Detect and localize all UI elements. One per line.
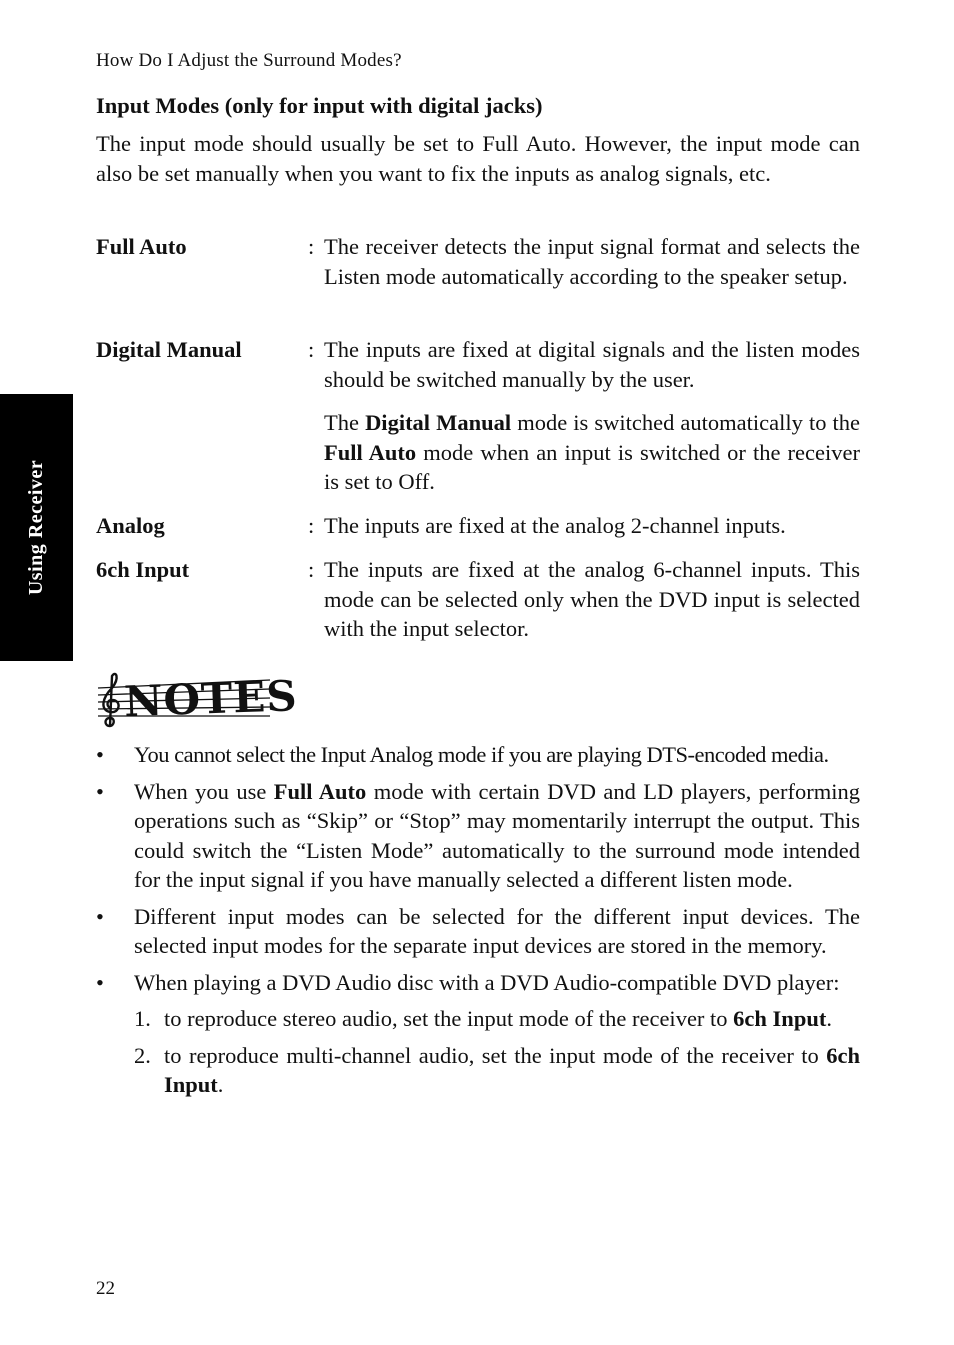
note-text: The: [324, 410, 366, 435]
colon: :: [308, 557, 315, 582]
definition-text: The inputs are fixed at the analog 6-channel inputs. This mode can be selected only when the DVD input is selected with the input selector.: [324, 557, 860, 641]
numbered-item-end: .: [826, 1006, 832, 1031]
notes-heading-logo: [96, 668, 299, 730]
definition-text: The receiver detects the input signal format and selects the Listen mode automatically according to the speaker setup.: [324, 234, 860, 289]
numbered-item: [96, 1004, 860, 1034]
bullet-icon: •: [96, 778, 104, 804]
item-number: 1.: [134, 1006, 151, 1031]
side-tab: [0, 394, 73, 661]
term-full-auto: Full Auto: [96, 234, 187, 259]
page-number: 22: [96, 1278, 115, 1299]
section-title: Input Modes (only for input with digital jacks): [96, 93, 543, 118]
digital-manual-note: [324, 408, 860, 497]
note-bold-term: Full Auto: [324, 439, 417, 465]
item-number: 2.: [134, 1042, 151, 1068]
term-analog: Analog: [96, 513, 165, 538]
numbered-item-text: to reproduce stereo audio, set the input mode of the receiver to: [164, 1006, 734, 1031]
numbered-item-end: .: [217, 1072, 224, 1097]
colon: :: [308, 513, 315, 538]
colon: :: [308, 337, 315, 362]
numbered-item: [96, 1041, 860, 1100]
running-header: How Do I Adjust the Surround Modes?: [96, 50, 402, 71]
note-item-text: When playing a DVD Audio disc with a DVD Audio-compatible DVD player:: [134, 969, 840, 995]
note-item-bold: Full Auto: [273, 778, 367, 804]
definition-text: The inputs are fixed at digital signals and the listen modes should be switched manually by the user.: [324, 337, 860, 392]
definition-full-auto: [308, 232, 860, 291]
notes-list: [96, 740, 860, 1107]
bullet-icon: •: [96, 742, 104, 767]
intro-paragraph: The input mode should usually be set to Full Auto. However, the input mode can also be set manually when you want to fix the inputs as analog signals, etc.: [96, 131, 860, 186]
definition-text: The inputs are fixed at the analog 2-channel inputs.: [324, 513, 786, 538]
bullet-icon: •: [96, 969, 104, 995]
note-bold-term: Digital Manual: [365, 410, 512, 435]
definition-analog: [308, 511, 860, 541]
note-item-text: mode with certain DVD and LD players, performing operations such as “Skip” or “Stop” may momentarily interrupt the output. This could switch the “Listen Mode” automatically to the surround mode intended for the input signal if you have manually selected a different listen mode.: [134, 778, 860, 892]
definition-6ch-input: [308, 555, 860, 644]
note-item: [96, 740, 860, 770]
numbered-item-bold: 6ch Input: [164, 1042, 860, 1097]
bullet-icon: •: [96, 903, 104, 929]
colon: :: [308, 234, 315, 259]
note-item: [96, 902, 860, 961]
numbered-item-text: to reproduce multi-channel audio, set the input mode of the receiver to: [164, 1042, 827, 1068]
note-text: mode is switched automatically to the: [511, 410, 861, 435]
note-item: [96, 777, 860, 895]
notes-heading-text: NOTES: [123, 671, 299, 727]
term-digital-manual: Digital Manual: [96, 337, 242, 362]
note-item-text: Different input modes can be selected for the different input devices. The selected input modes for the separate input devices are stored in the memory.: [134, 903, 860, 958]
numbered-item-bold: 6ch Input: [733, 1006, 827, 1031]
definition-digital-manual: [308, 335, 860, 394]
note-text: mode when an input is switched or the receiver is set to Off.: [324, 439, 860, 494]
note-item-text: You cannot select the Input Analog mode if you are playing DTS-encoded media.: [134, 742, 829, 767]
note-item: [96, 968, 860, 998]
side-tab-label: Using Receiver: [25, 459, 47, 596]
note-item-text: When you use: [134, 778, 274, 804]
term-6ch-input: 6ch Input: [96, 557, 190, 582]
